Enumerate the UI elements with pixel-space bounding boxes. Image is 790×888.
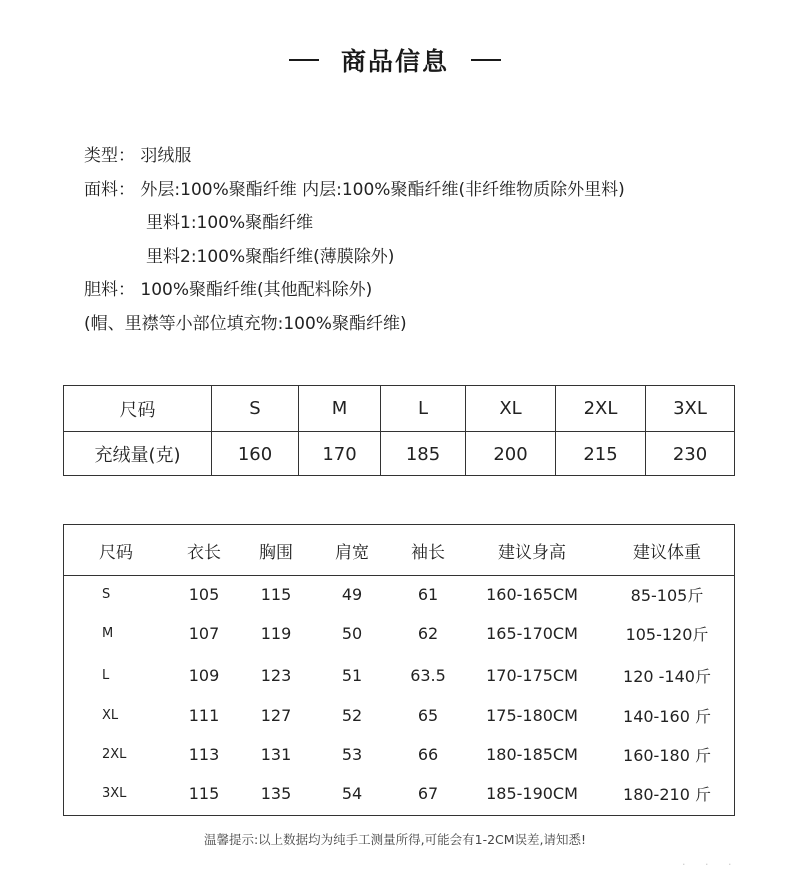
length-cell: 111 (188, 706, 220, 725)
size-cell: 3XL (102, 786, 127, 801)
chest-cell: 131 (260, 745, 292, 764)
weight-cell: 85-105斤 (630, 585, 704, 605)
sleeve-cell: 65 (417, 706, 439, 725)
shoulder-cell: 52 (341, 706, 363, 725)
height-cell: 160-165CM (486, 584, 578, 604)
down-fill-header-row (64, 386, 734, 431)
length-cell: 105 (188, 584, 220, 604)
size-cell: L (102, 667, 110, 683)
down-fill-table (63, 385, 735, 476)
table-row (64, 612, 734, 654)
table-row (64, 735, 734, 774)
size-cell: S (102, 586, 111, 602)
height-cell: 165-170CM (486, 623, 578, 643)
size-chart-body (64, 576, 734, 813)
down-fill-size: 2XL (555, 386, 645, 431)
down-fill-row-label: 充绒量(克) (94, 445, 181, 466)
down-fill-size: L (380, 386, 465, 431)
down-fill-value: 200 (465, 432, 555, 476)
height-cell: 185-190CM (486, 784, 578, 803)
info-lining-1: 里料1:100%聚酯纤维 (146, 213, 314, 233)
sleeve-cell: 61 (417, 584, 439, 604)
height-cell: 170-175CM (486, 665, 578, 685)
size-chart-header: 袖长 (411, 542, 445, 563)
down-fill-value: 185 (380, 432, 465, 476)
down-fill-value: 215 (555, 432, 645, 476)
sleeve-cell: 67 (417, 784, 439, 803)
table-row (64, 576, 734, 612)
sleeve-cell: 66 (417, 745, 439, 764)
table-row (64, 774, 734, 813)
down-fill-size: S (211, 386, 298, 431)
weight-cell: 180-210 斤 (623, 785, 711, 804)
size-chart-header-row (64, 525, 734, 576)
shoulder-cell: 50 (341, 623, 363, 643)
shoulder-cell: 49 (341, 584, 363, 604)
section-header (0, 40, 790, 80)
length-cell: 107 (188, 623, 220, 643)
length-cell: 109 (188, 665, 220, 685)
table-row (64, 654, 734, 696)
header-left-dash (289, 59, 319, 61)
page-title: 商品信息 (340, 47, 449, 76)
weight-cell: 160-180 斤 (623, 746, 711, 765)
sleeve-cell: 62 (417, 623, 439, 643)
size-cell: XL (102, 708, 119, 723)
height-cell: 175-180CM (486, 706, 578, 725)
size-chart-header: 胸围 (259, 542, 293, 563)
down-fill-header-label: 尺码 (119, 399, 156, 421)
size-chart-header: 衣长 (187, 542, 221, 563)
size-chart-header: 尺码 (99, 542, 133, 563)
sleeve-cell: 63.5 (410, 665, 446, 685)
shoulder-cell: 54 (341, 784, 363, 803)
table-row (64, 696, 734, 735)
size-cell: M (102, 625, 114, 641)
length-cell: 113 (188, 745, 220, 764)
size-chart-table (63, 524, 735, 816)
down-fill-size: 3XL (645, 386, 734, 431)
chest-cell: 119 (260, 623, 292, 643)
down-fill-size: XL (465, 386, 555, 431)
measurement-note: 温馨提示:以上数据均为纯手工测量所得,可能会有1-2CM误差,请知悉! (203, 832, 587, 847)
header-right-dash (471, 59, 501, 61)
chest-cell: 135 (260, 784, 292, 803)
down-fill-value-row (64, 431, 734, 476)
size-chart-header: 建议体重 (633, 542, 701, 563)
weight-cell: 105-120斤 (625, 624, 709, 644)
size-cell: 2XL (102, 747, 127, 762)
info-lining-2: 里料2:100%聚酯纤维(薄膜除外) (146, 246, 395, 267)
info-type: 类型： 羽绒服 (84, 146, 192, 166)
weight-cell: 120 -140斤 (623, 666, 711, 686)
chest-cell: 127 (260, 706, 292, 725)
info-filling: (帽、里襟等小部位填充物:100%聚酯纤维) (84, 313, 407, 334)
info-bladder: 胆料： 100%聚酯纤维(其他配料除外) (84, 280, 373, 300)
down-fill-value: 230 (645, 432, 734, 476)
down-fill-size: M (298, 386, 380, 431)
down-fill-value: 170 (298, 432, 380, 476)
size-chart-header: 肩宽 (335, 542, 369, 563)
shoulder-cell: 51 (341, 665, 363, 685)
down-fill-value: 160 (211, 432, 298, 476)
chest-cell: 123 (260, 665, 292, 685)
weight-cell: 140-160 斤 (623, 707, 711, 726)
decorative-dots: · · · (682, 858, 740, 871)
size-chart-header: 建议身高 (498, 542, 566, 563)
height-cell: 180-185CM (486, 745, 578, 764)
material-info (84, 140, 625, 341)
chest-cell: 115 (260, 584, 292, 604)
info-fabric: 面料： 外层:100%聚酯纤维 内层:100%聚酯纤维(非纤维物质除外里料) (84, 179, 625, 200)
length-cell: 115 (188, 784, 220, 803)
shoulder-cell: 53 (341, 745, 363, 764)
